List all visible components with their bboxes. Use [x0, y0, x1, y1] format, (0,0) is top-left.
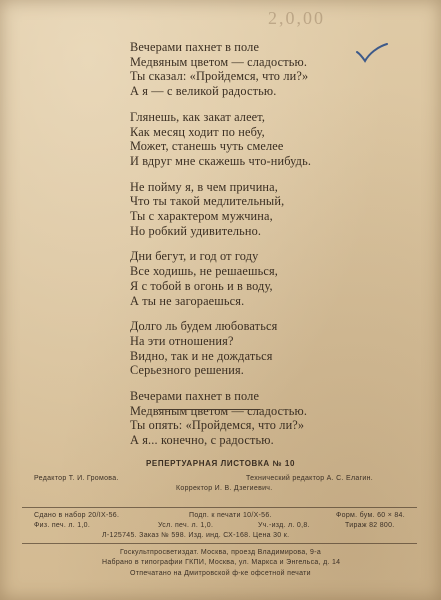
lyric-line: Видно, так и не дождаться: [130, 348, 273, 363]
stanza-2: [130, 110, 390, 169]
typeset-date: Сдано в набор 20/IX-56.: [34, 512, 120, 519]
editor-credit: Редактор Т. И. Громова.: [34, 475, 119, 482]
lyric-line: Вечерами пахнет в поле: [130, 389, 260, 404]
lyric-line: Но робкий удивительно.: [130, 223, 262, 238]
lyric-line: Дни бегут, и год от году: [130, 249, 259, 264]
imprint-separator-bottom: [22, 543, 417, 544]
printing-house: Набрано в типографии ГКПИ, Москва, ул. Маркса и Энгельса, д. 14: [102, 559, 341, 566]
lyric-line: А я — с великой радостью.: [130, 84, 277, 99]
song-lyrics: [130, 40, 390, 459]
faint-handwritten-mark: 2,0,00: [268, 8, 325, 28]
corrector-credit: Корректор И. В. Дзегиевич.: [176, 485, 273, 492]
publisher-sheets: Уч.-изд. л. 0,8.: [258, 522, 310, 529]
stanza-4: [130, 249, 390, 308]
lyric-line: Я с тобой в огонь и в воду,: [130, 278, 273, 293]
publisher-address: Госкультпросветиздат. Москва, проезд Владимирова, 9-а: [120, 549, 322, 556]
lyric-line: Ты с характером мужчина,: [130, 209, 273, 224]
leaflet-title: РЕПЕРТУАРНАЯ ЛИСТОВКА № 10: [145, 459, 296, 468]
printed-at: Отпечатано на Дмитровской ф-ке офсетной печати: [130, 570, 311, 577]
lyric-line: Долго ль будем любоваться: [130, 319, 278, 334]
imprint-separator-top: [22, 507, 417, 508]
stanza-5: [130, 319, 390, 378]
lyric-line: Как месяц ходит по небу,: [130, 124, 265, 139]
lyric-line: Серьезного решения.: [130, 363, 244, 378]
lyric-line: Вечерами пахнет в поле: [130, 40, 260, 54]
physical-sheets: Физ. печ. л. 1,0.: [34, 522, 91, 529]
stanza-3: [130, 180, 390, 239]
lyric-line: А я... конечно, с радостью.: [130, 433, 274, 448]
lyric-line: Глянешь, как закат алеет,: [130, 109, 266, 124]
lyric-line: И вдруг мне скажешь что-нибудь.: [130, 153, 312, 168]
lyric-line: Медвяным цветом — сладостью.: [130, 403, 308, 418]
lyric-line: А ты не загораешься.: [130, 293, 245, 308]
lyric-line: Медвяным цветом — сладостью.: [130, 54, 308, 69]
lyric-line: На эти отношения?: [130, 333, 234, 348]
tech-editor-credit: Технический редактор А. С. Елагин.: [246, 475, 373, 482]
lyric-line: Ты опять: «Пройдемся, что ли?»: [130, 418, 305, 433]
lyric-line: Что ты такой медлительный,: [130, 194, 285, 209]
stanza-1: [130, 40, 390, 99]
signed-date: Подп. к печати 10/X-56.: [189, 512, 272, 519]
lyric-line: Может, станешь чуть смелее: [130, 139, 284, 154]
lyric-line: Не пойму я, в чем причина,: [130, 179, 278, 194]
stanza-6: [130, 389, 390, 448]
divider-rule: [158, 409, 260, 410]
print-run: Тираж 82 800.: [345, 522, 395, 529]
lyric-line: Все ходишь, не решаешься,: [130, 264, 278, 279]
paper-format: Форм. бум. 60 × 84.: [336, 512, 405, 519]
order-and-price: Л-125745. Заказ № 598. Изд. инд. СХ-168. Цена 30 к.: [102, 532, 290, 539]
lyric-line: Ты сказал: «Пройдемся, что ли?»: [130, 69, 309, 84]
conventional-sheets: Усл. печ. л. 1,0.: [158, 522, 214, 529]
